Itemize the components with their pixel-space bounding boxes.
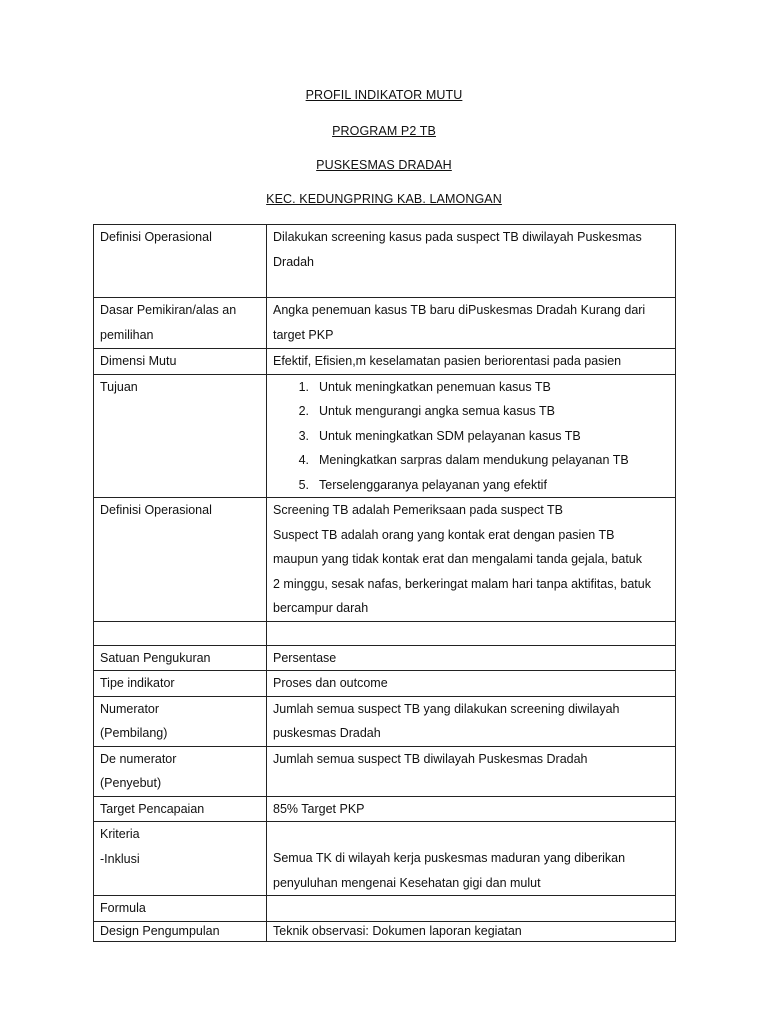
list-number: 1.	[298, 379, 309, 394]
row-value: Jumlah semua suspect TB diwilayah Puskesmas Dradah	[273, 751, 588, 766]
row-value: target PKP	[273, 327, 334, 342]
value-cell	[267, 621, 676, 645]
row-empty	[94, 621, 676, 645]
label-cell	[94, 349, 267, 375]
value-cell	[267, 671, 676, 697]
row-value: 85% Target PKP	[273, 801, 365, 816]
value-cell	[267, 796, 676, 822]
row-dasar-pemikiran	[94, 298, 676, 349]
label-cell	[94, 225, 267, 298]
row-tipe-indikator	[94, 671, 676, 697]
label-cell	[94, 921, 267, 941]
row-label: Design Pengumpulan	[100, 923, 220, 938]
row-tujuan	[94, 374, 676, 498]
row-target-pencapaian	[94, 796, 676, 822]
list-text: Untuk meningkatkan penemuan kasus TB	[319, 379, 551, 394]
list-item	[273, 375, 669, 400]
row-value: Dradah	[273, 254, 314, 269]
row-value: 2 minggu, sesak nafas, berkeringat malam hari tanpa aktifitas, batuk	[273, 576, 651, 591]
row-label: Satuan Pengukuran	[100, 650, 211, 665]
value-cell	[267, 374, 676, 498]
row-value: Angka penemuan kasus TB baru diPuskesmas Dradah Kurang dari	[273, 303, 646, 317]
list-number: 3.	[298, 428, 309, 443]
value-cell	[267, 498, 676, 622]
row-label: Dimensi Mutu	[100, 354, 177, 368]
row-kriteria	[94, 822, 676, 896]
row-label: pemilihan	[100, 327, 154, 342]
list-number: 4.	[298, 453, 309, 467]
value-cell	[267, 645, 676, 671]
row-label: Formula	[100, 901, 146, 915]
list-item	[273, 473, 669, 498]
list-item	[273, 424, 669, 449]
doc-title: PROFIL INDIKATOR MUTU	[305, 88, 463, 102]
row-satuan-pengukuran	[94, 645, 676, 671]
row-label: Dasar Pemikiran/alas an	[100, 303, 237, 317]
list-item	[273, 399, 669, 424]
row-label: -Inklusi	[100, 851, 140, 866]
row-value: Semua TK di wilayah kerja puskesmas maduran yang diberikan	[273, 851, 626, 865]
label-cell	[94, 621, 267, 645]
row-value: penyuluhan mengenai Kesehatan gigi dan mulut	[273, 875, 541, 890]
row-value: Proses dan outcome	[273, 676, 388, 690]
list-text: Untuk meningkatkan SDM pelayanan kasus TB	[319, 428, 581, 443]
row-dimensi-mutu	[94, 349, 676, 375]
row-value: Jumlah semua suspect TB yang dilakukan screening diwilayah	[273, 701, 620, 716]
row-definisi-operasional-2	[94, 498, 676, 622]
row-label: Target Pencapaian	[100, 801, 205, 816]
list-text: Terselenggaranya pelayanan yang efektif	[319, 477, 547, 492]
row-label: Definisi Operasional	[100, 230, 212, 244]
list-number: 5.	[298, 477, 309, 492]
value-cell	[267, 225, 676, 298]
label-cell	[94, 645, 267, 671]
label-cell	[94, 498, 267, 622]
label-cell	[94, 746, 267, 796]
row-formula	[94, 896, 676, 922]
row-label: De numerator	[100, 751, 177, 766]
row-value: puskesmas Dradah	[273, 726, 381, 740]
label-cell	[94, 298, 267, 349]
row-label: (Penyebut)	[100, 776, 162, 790]
puskesmas-title: PUSKESMAS DRADAH	[316, 158, 452, 172]
row-value: Screening TB adalah Pemeriksaan pada suspect TB	[273, 503, 563, 517]
list-text: Untuk mengurangi angka semua kasus TB	[319, 404, 556, 418]
row-label: Numerator	[100, 701, 160, 716]
label-cell	[94, 374, 267, 498]
spacer	[273, 822, 669, 846]
label-cell	[94, 796, 267, 822]
row-denumerator	[94, 746, 676, 796]
row-label: Definisi Operasional	[100, 503, 212, 517]
indicator-profile-table	[93, 224, 676, 942]
row-value: Persentase	[273, 650, 337, 665]
row-definisi-operasional	[94, 225, 676, 298]
row-label: Kriteria	[100, 827, 140, 841]
location-title: KEC. KEDUNGPRING KAB. LAMONGAN	[266, 192, 502, 206]
row-value: bercampur darah	[273, 601, 369, 615]
value-cell	[267, 921, 676, 941]
row-value: Dilakukan screening kasus pada suspect TB diwilayah Puskesmas	[273, 230, 642, 244]
list-number: 2.	[298, 404, 309, 418]
value-cell	[267, 896, 676, 922]
label-cell	[94, 696, 267, 746]
row-design-pengumpulan	[94, 921, 676, 941]
list-item	[273, 448, 669, 473]
list-text: Meningkatkan sarpras dalam mendukung pelayanan TB	[319, 453, 629, 467]
label-cell	[94, 671, 267, 697]
row-label: Tujuan	[100, 379, 138, 394]
label-cell	[94, 896, 267, 922]
row-label: (Pembilang)	[100, 726, 168, 740]
row-value: Suspect TB adalah orang yang kontak erat dengan pasien TB	[273, 527, 615, 542]
row-label: Tipe indikator	[100, 676, 175, 690]
row-numerator	[94, 696, 676, 746]
row-value: Efektif, Efisien,m keselamatan pasien beriorentasi pada pasien	[273, 354, 622, 368]
row-value: maupun yang tidak kontak erat dan mengalami tanda gejala, batuk	[273, 552, 642, 566]
value-cell	[267, 696, 676, 746]
value-cell	[267, 746, 676, 796]
row-value: Teknik observasi: Dokumen laporan kegiatan	[273, 923, 522, 938]
goals-list	[273, 375, 669, 498]
value-cell	[267, 349, 676, 375]
label-cell	[94, 822, 267, 896]
program-title: PROGRAM P2 TB	[332, 124, 436, 138]
value-cell	[267, 822, 676, 896]
value-cell	[267, 298, 676, 349]
